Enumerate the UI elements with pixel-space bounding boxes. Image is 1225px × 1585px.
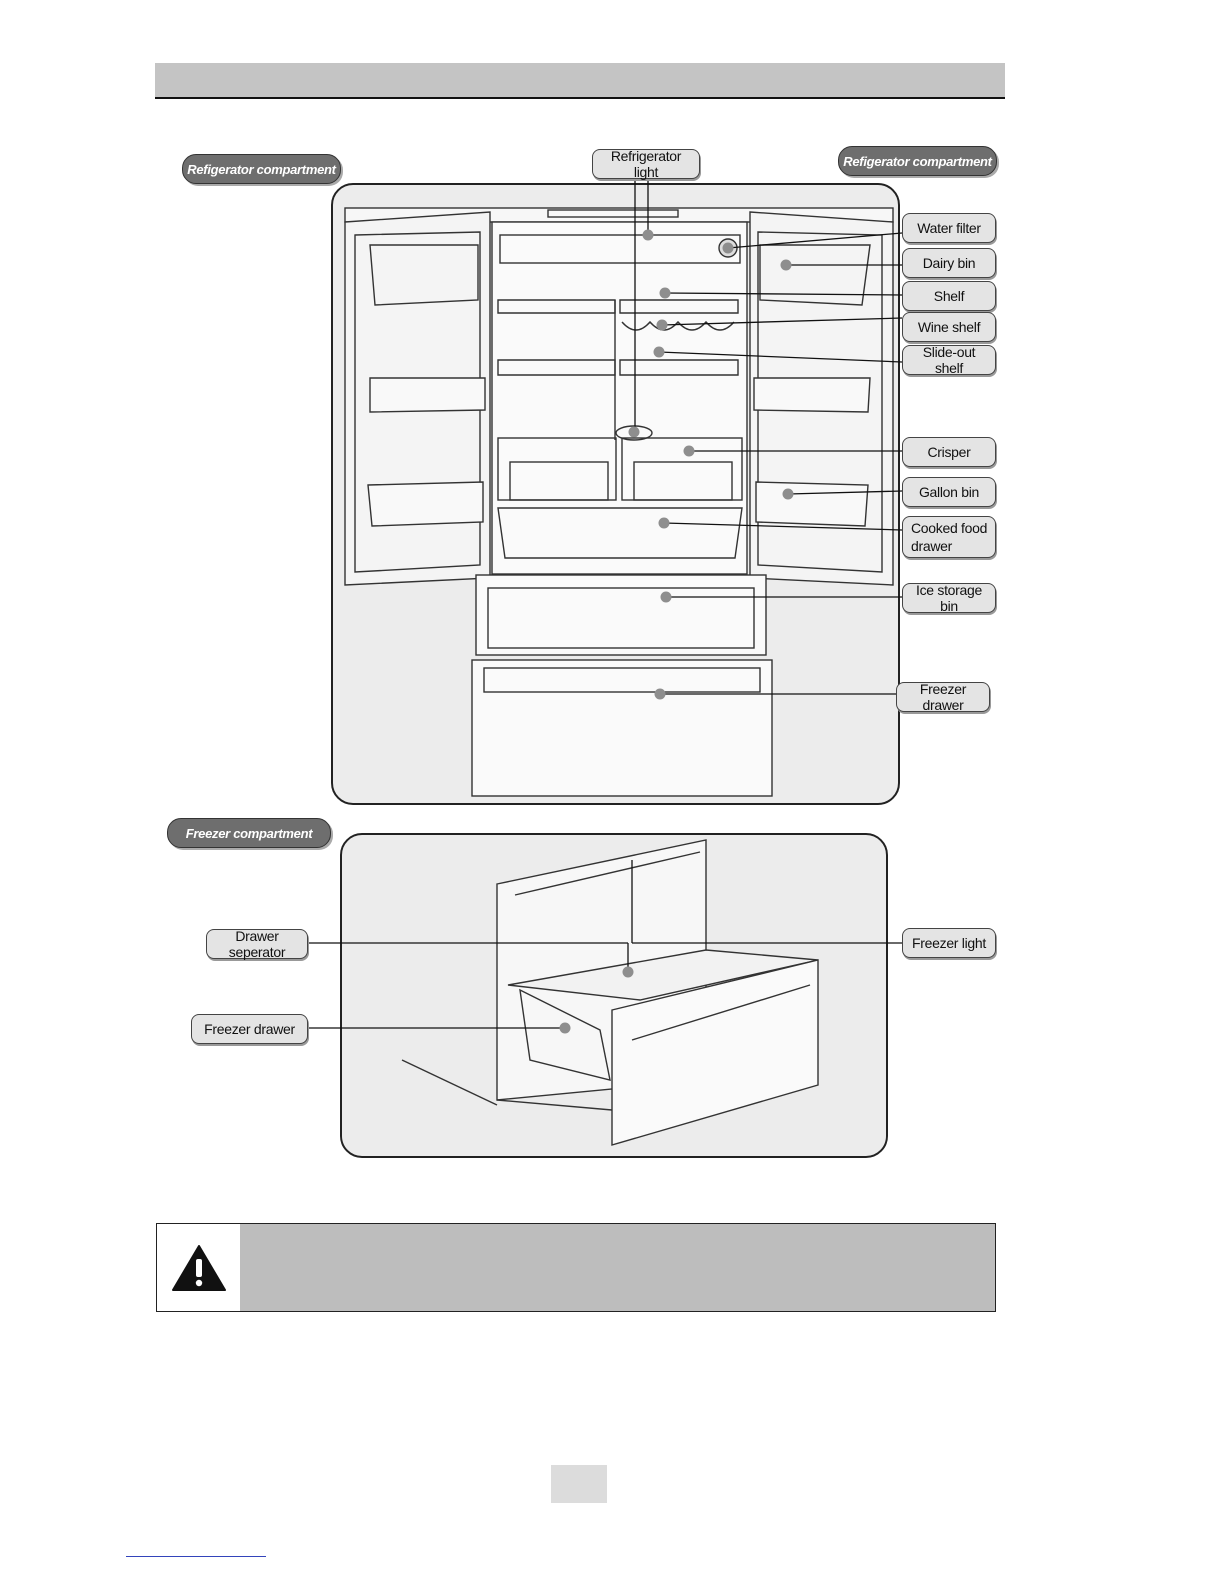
freezer-compartment-pill: Freezer compartment — [167, 818, 331, 848]
callout-crisper: Crisper — [902, 437, 996, 467]
callout-water-filter: Water filter — [902, 213, 996, 243]
callout-freezer-drawer-upper: Freezer drawer — [896, 682, 990, 712]
callout-cooked-food-drawer — [902, 516, 996, 558]
cooked-food-drawer-line2: drawer — [911, 538, 952, 554]
callout-dairy-bin: Dairy bin — [902, 248, 996, 278]
callout-gallon-bin: Gallon bin — [902, 477, 996, 507]
callout-refrigerator-light: Refrigerator light — [592, 149, 700, 179]
refrigerator-compartment-pill-left: Refigerator compartment — [182, 154, 341, 184]
page-number-box — [551, 1465, 607, 1503]
callout-drawer-seperator: Drawer seperator — [206, 929, 308, 959]
callout-ice-storage-bin: Ice storage bin — [902, 583, 996, 613]
footer-link-line — [126, 1556, 266, 1557]
callout-wine-shelf: Wine shelf — [902, 312, 996, 342]
warning-triangle-icon — [171, 1243, 227, 1293]
refrigerator-compartment-pill-right: Refigerator compartment — [838, 146, 997, 176]
callout-freezer-light: Freezer light — [902, 928, 996, 958]
cooked-food-drawer-line1: Cooked food — [911, 520, 988, 536]
callout-slide-out-shelf: Slide-out shelf — [902, 345, 996, 375]
callout-freezer-drawer-lower: Freezer drawer — [191, 1014, 308, 1044]
warning-box — [156, 1223, 996, 1312]
callout-shelf: Shelf — [902, 281, 996, 311]
warning-icon-cell — [157, 1224, 240, 1311]
warning-text-area — [240, 1224, 995, 1311]
